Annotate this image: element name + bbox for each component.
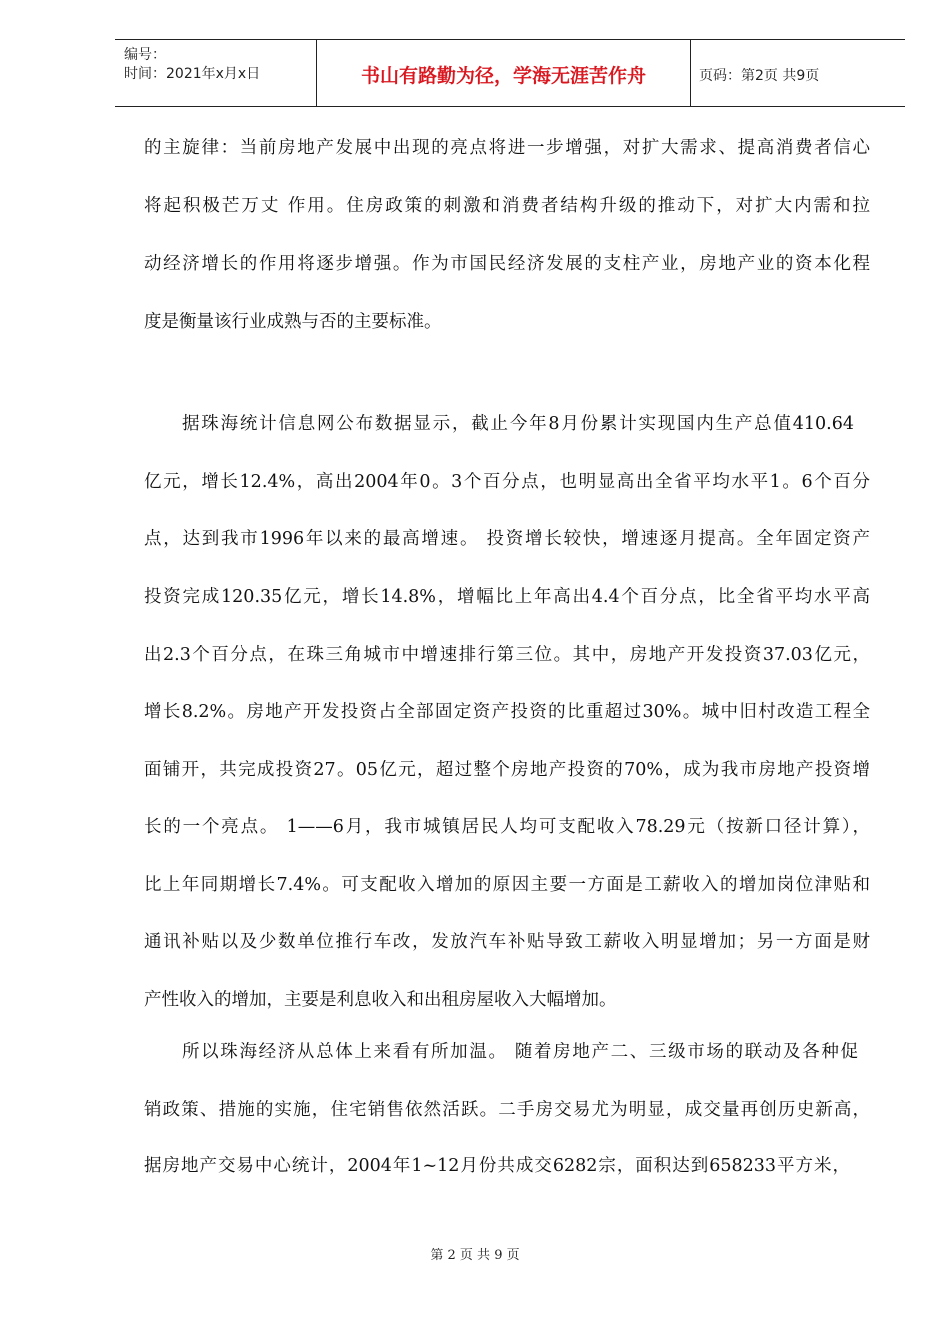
body-line: 通讯补贴以及少数单位推行车改，发放汽车补贴导致工薪收入明显增加；另一方面是财 [144, 932, 870, 952]
page-header [115, 39, 905, 107]
body-line: 亿元，增长12.4%，高出2004年0。3个百分点，也明显高出全省平均水平1。6个百分 [144, 472, 870, 492]
body-line: 增长8.2%。房地产开发投资占全部固定资产投资的比重超过30%。城中旧村改造工程全 [144, 702, 870, 722]
document-time-label: 时间：2021年x月x日 [124, 66, 261, 82]
body-line: 比上年同期增长7.4%。可支配收入增加的原因主要一方面是工薪收入的增加岗位津贴和 [144, 875, 870, 895]
body-line: 据房地产交易中心统计，2004年1~12月份共成交6282宗，面积达到658233平方米， [144, 1156, 850, 1176]
body-line: 所以珠海经济从总体上来看有所加温。 随着房地产二、三级市场的联动及各种促 [182, 1042, 858, 1062]
body-line: 投资完成120.35亿元，增长14.8%，增幅比上年高出4.4个百分点，比全省平均水平高 [144, 587, 870, 607]
header-page-code: 页码：第2页 共9页 [699, 68, 820, 84]
body-line: 动经济增长的作用将逐步增强。作为市国民经济发展的支柱产业，房地产业的资本化程 [144, 254, 870, 274]
header-motto-cell [316, 40, 691, 106]
header-info-cell [115, 40, 316, 106]
body-line: 产性收入的增加，主要是利息收入和出租房屋收入大幅增加。 [144, 990, 617, 1010]
body-line: 度是衡量该行业成熟与否的主要标准。 [144, 312, 442, 332]
document-number-label: 编号： [124, 47, 166, 63]
page-footer: 第 2 页 共 9 页 [430, 1248, 520, 1263]
body-line: 据珠海统计信息网公布数据显示，截止今年8月份累计实现国内生产总值410.64 [182, 414, 854, 434]
header-motto: 书山有路勤为径，学海无涯苦作舟 [360, 65, 646, 87]
body-line: 点，达到我市1996年以来的最高增速。 投资增长较快，增速逐月提高。全年固定资产 [144, 529, 870, 549]
body-line: 出2.3个百分点，在珠三角城市中增速排行第三位。其中，房地产开发投资37.03亿元， [144, 645, 870, 665]
body-line: 销政策、措施的实施，住宅销售依然活跃。二手房交易尤为明显，成交量再创历史新高， [144, 1100, 870, 1120]
body-line: 长的一个亮点。 1——6月，我市城镇居民人均可支配收入78.29元（按新口径计算）， [144, 817, 870, 837]
body-line: 的主旋律：当前房地产发展中出现的亮点将进一步增强，对扩大需求、提高消费者信心 [144, 138, 870, 158]
body-line: 面铺开，共完成投资27。05亿元，超过整个房地产投资的70%，成为我市房地产投资增 [144, 760, 870, 780]
body-line: 将起积极芒万丈 作用。住房政策的刺激和消费者结构升级的推动下，对扩大内需和拉 [144, 196, 870, 216]
header-page-cell [691, 40, 905, 106]
